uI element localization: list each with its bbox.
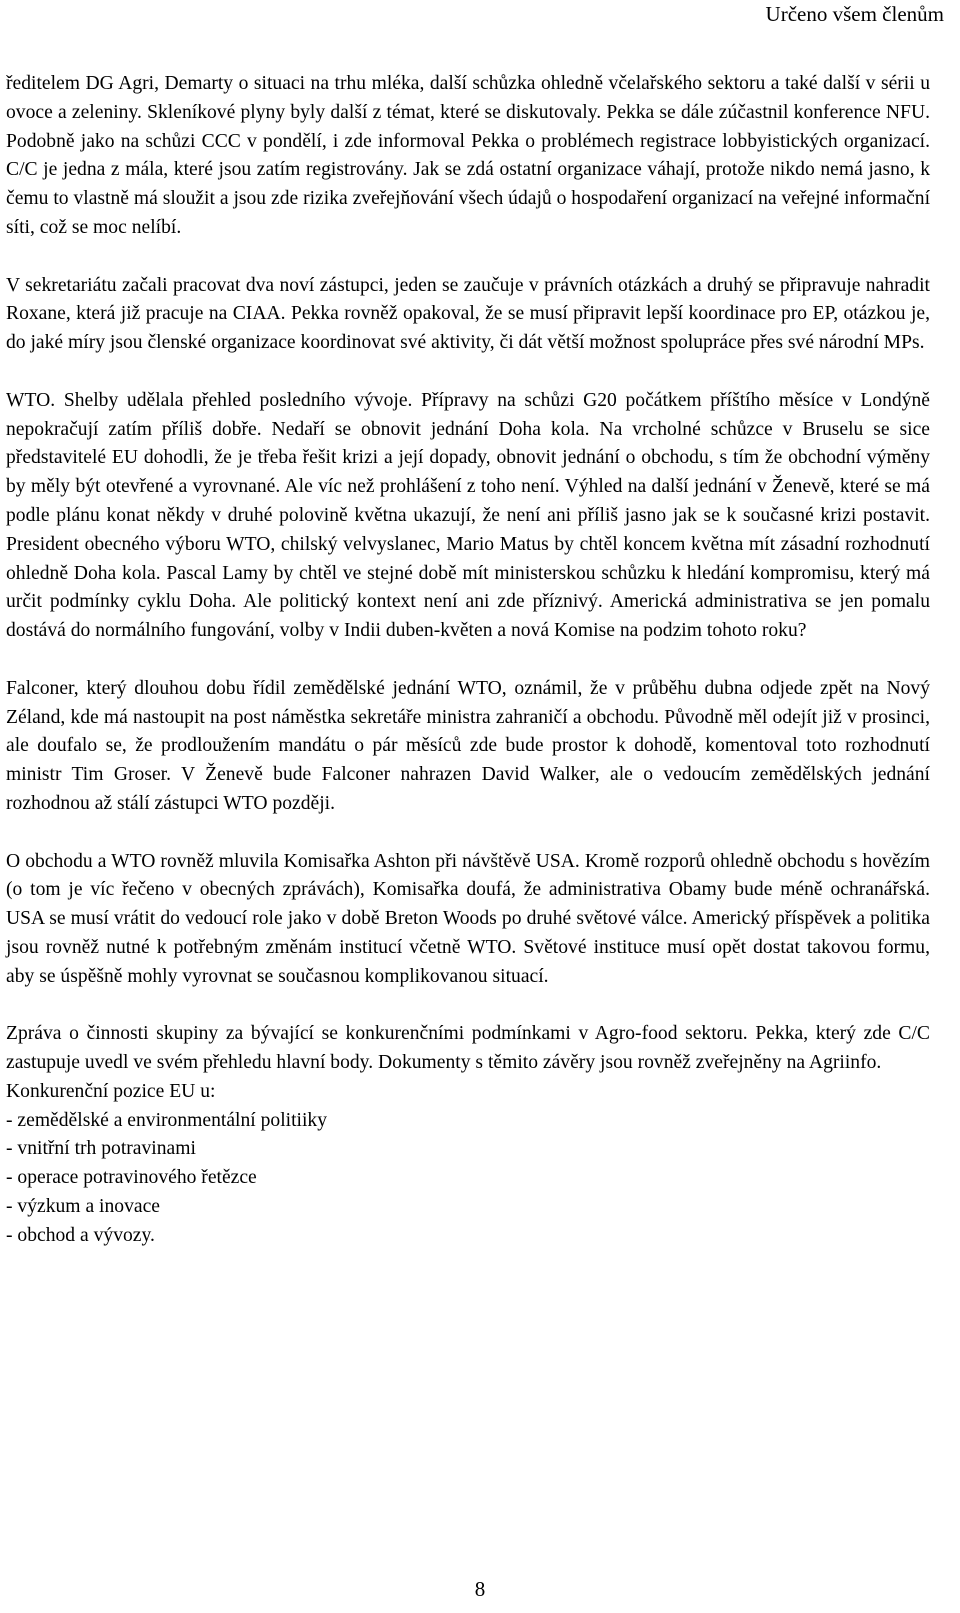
list-item: - obchod a vývozy. (6, 1224, 155, 1246)
list-item: - vnitřní trh potravinami (6, 1138, 196, 1160)
paragraph-agro-food-competitiveness: Zpráva o činnosti skupiny za bývající se konkurenčními podmínkami v Agro-food sektoru. Pekka, který zde C/C zastupuje uvedl ve svém přehledu hlavní body. Dokumenty s těmito závěry jsou rovněž zveřejněny na Agriinfo. (6, 1023, 930, 1074)
document-body (6, 70, 930, 1251)
list-intro: Konkurenční pozice EU u: (6, 1080, 216, 1102)
paragraph-ashton-usa-visit: O obchodu a WTO rovněž mluvila Komisařka Ashton při návštěvě USA. Kromě rozporů ohledně obchodu s hovězím (o tom je víc řečeno v obecných zprávách), Komisařka doufá, že administrativa Obamy bude méně ochranářská. USA se musí vrátit do vedoucí role jako v době Breton Woods po druhé světové válce. Americký příspěvek a politika jsou rovněž nutné k potřebným změnám institucí včetně WTO. Světové instituce musí opět dostat takovou formu, aby se úspěšně mohly vyrovnat se současnou komplikovanou situací. (6, 850, 930, 987)
paragraph-wto-overview: WTO. Shelby udělala přehled posledního vývoje. Přípravy na schůzi G20 počátkem příštího měsíce v Londýně nepokračují zatím příliš dobře. Nedaří se obnovit jednání Doha kola. Na vrcholné schůzce v Bruselu se sice představitelé EU dohodli, že je třeba řešit krizi a její dopady, obnovit jednání o obchodu, s tím že obchodní výměny by měly být otevřené a vyrovnané. Ale víc než prohlášení z toho není. Výhled na další jednání v Ženevě, které se má podle plánu konat někdy v druhé polovině května ukazují, že není ani příliš jasno jak se k současné krizi postavit. President obecného výboru WTO, chilský velvyslanec, Mario Matus by chtěl koncem května mít zásadní rozhodnutí ohledně Doha kola. Pascal Lamy by chtěl ve stejné době mít ministerskou schůzku k hledání kompromisu, který má určit podmínky cyklu Doha. Ale politický kontext není ani zde příznivý. Americká administrativa se jen pomalu dostává do normálního fungování, volby v Indii duben-květen a nová Komise na podzim tohoto roku? (6, 389, 930, 642)
paragraph-secretariat-staff: V sekretariátu začali pracovat dva noví zástupci, jeden se zaučuje v právních otázkách a druhý se připravuje nahradit Roxane, která již pracuje na CIAA. Pekka rovněž opakoval, že se musí připravit lepší koordinace pro EP, otázkou je, do jaké míry jsou členské organizace koordinovat své aktivity, či dát větší možnost spolupráce přes své národní MPs. (6, 274, 930, 354)
list-item: - výzkum a inovace (6, 1196, 160, 1218)
page-number: 8 (474, 1577, 486, 1601)
list-item: - zemědělské a environmentální politiiky (6, 1109, 328, 1131)
paragraph-lobbying-registration: ředitelem DG Agri, Demarty o situaci na trhu mléka, další schůzka ohledně včelařského sektoru a také další v sérii u ovoce a zeleniny. Skleníkové plyny byly další z témat, které se diskutovaly. Pekka se dále zúčastnil konference NFU. Podobně jako na schůzi CCC v pondělí, i zde informoval Pekka o problémech registrace lobbyistických organizací. C/C je jedna z mála, které jsou zatím registrovány. Jak se zdá ostatní organizace váhají, protože nikdo nemá jasno, k čemu to vlastně má sloužit a jsou zde rizika zveřejňování všech údajů o hospodaření organizací na veřejné informační síti, což se moc nelíbí. (6, 73, 931, 238)
list-item: - operace potravinového řetězce (6, 1167, 257, 1189)
paragraph-falconer-departure: Falconer, který dlouhou dobu řídil zemědělské jednání WTO, oznámil, že v průběhu dubna odjede zpět na Nový Zéland, kde má nastoupit na post náměstka sekretáře ministra zahraničí a obchodu. Původně měl odejít již v prosinci, ale doufalo se, že prodloužením mandátu o pár měsíců zde bude prostor k dohodě, komentoval toto rozhodnutí ministr Tim Groser. V Ženevě bude Falconer nahrazen David Walker, ale o vedoucím zemědělských jednání rozhodnou až stálí zástupci WTO později. (6, 677, 930, 814)
page-header: Určeno všem členům (765, 2, 944, 26)
